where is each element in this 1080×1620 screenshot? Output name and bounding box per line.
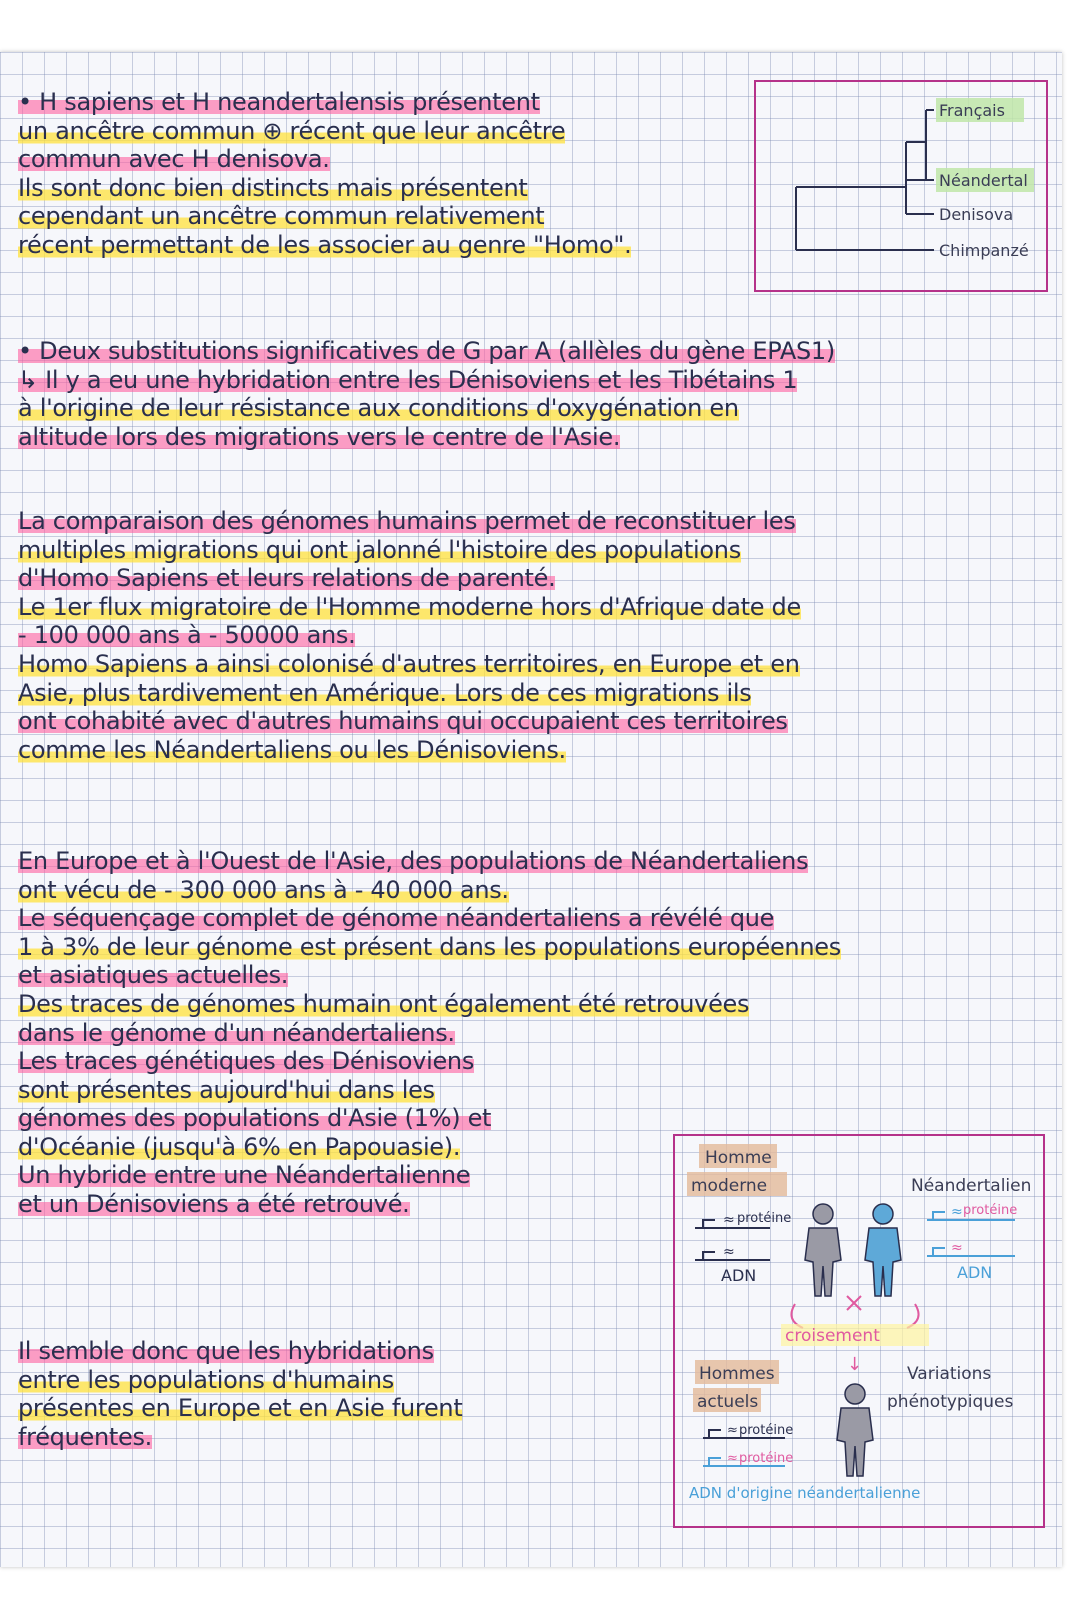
text-line: d'Océanie (jusqu'à 6% en Papouasie).	[18, 1132, 461, 1161]
text-line: multiples migrations qui ont jalonné l'histoire des populations	[18, 535, 741, 564]
label-proteine-current: protéine	[739, 1423, 794, 1438]
text-line: fréquentes.	[18, 1422, 152, 1451]
label-variations: Variations	[907, 1364, 992, 1384]
tree-label-chimpanze: Chimpanzé	[939, 241, 1029, 260]
text-line: • H sapiens et H neandertalensis présentent	[18, 88, 540, 116]
label-hommes: Hommes	[699, 1364, 775, 1384]
approx-sign: ≈	[723, 1212, 735, 1228]
section-neandertal-genome	[18, 847, 1058, 1047]
label-actuels: actuels	[697, 1392, 759, 1412]
label-neandertalien: Néandertalien	[911, 1176, 1032, 1196]
text-line: cependant un ancêtre commun relativement	[18, 202, 545, 231]
label-proteine-current-neandertal: protéine	[739, 1451, 794, 1466]
approx-sign: ≈	[723, 1244, 735, 1260]
text-line: un ancêtre commun ⊕ récent que leur ancêtre	[18, 116, 566, 145]
text-line: Homo Sapiens a ainsi colonisé d'autres territoires, en Europe et en	[18, 649, 800, 678]
label-croisement: croisement	[785, 1326, 880, 1346]
text-line: altitude lors des migrations vers le centre de l'Asie.	[18, 422, 621, 451]
approx-sign: ≈	[951, 1204, 963, 1220]
text-line: Le séquençage complet de génome néandertaliens a révélé que	[18, 904, 775, 933]
text-line: et un Dénisoviens a été retrouvé.	[18, 1189, 410, 1218]
approx-sign: ≈	[951, 1240, 963, 1256]
text-line: Asie, plus tardivement en Amérique. Lors de ces migrations ils	[18, 678, 752, 707]
phylogenetic-tree	[756, 82, 1046, 290]
text-line: dans le génome d'un néandertaliens.	[18, 1018, 455, 1047]
text-line: récent permettant de les associer au genre "Homo".	[18, 230, 632, 259]
text-line: • Deux substitutions significatives de G par A (allèles du gène EPAS1)	[18, 337, 835, 365]
label-moderne: moderne	[691, 1176, 768, 1196]
tree-label-denisova: Denisova	[939, 205, 1014, 224]
text-line: - 100 000 ans à - 50000 ans.	[18, 621, 356, 650]
tree-label-neandertal: Néandertal	[939, 171, 1028, 190]
section-epas1-hybridation	[18, 337, 1058, 451]
text-line: Les traces génétiques des Dénisoviens	[18, 1047, 475, 1075]
text-line: ont vécu de - 300 000 ans à - 40 000 ans.	[18, 875, 509, 904]
label-proteine-neandertal: protéine	[963, 1203, 1018, 1218]
hybridation-diagram	[675, 1136, 1043, 1526]
cross-icon	[791, 1296, 918, 1328]
text-line: à l'origine de leur résistance aux conditions d'oxygénation en	[18, 394, 739, 423]
approx-sign: ≈	[727, 1451, 738, 1466]
text-line: génomes des populations d'Asie (1%) et	[18, 1104, 492, 1133]
neandertal-figure-icon	[865, 1204, 901, 1296]
text-line: ont cohabité avec d'autres humains qui occupaient ces territoires	[18, 707, 788, 736]
text-line: ↳ Il y a eu une hybridation entre les Dénisoviens et les Tibétains 1	[18, 365, 798, 394]
text-line: Un hybride entre une Néandertalienne	[18, 1161, 471, 1190]
section-denisova-traces	[18, 1047, 658, 1219]
text-line: et asiatiques actuelles.	[18, 961, 289, 990]
hybridation-diagram-box	[673, 1134, 1045, 1528]
section-conclusion	[18, 1337, 658, 1451]
approx-sign: ≈	[727, 1423, 738, 1438]
text-line: présentes en Europe et en Asie furent	[18, 1394, 463, 1423]
hybrid-figure-icon	[837, 1384, 873, 1476]
label-proteine-modern: protéine	[737, 1211, 792, 1226]
label-adn-modern: ADN	[721, 1266, 757, 1285]
text-line: 1 à 3% de leur génome est présent dans les populations européennes	[18, 932, 841, 961]
text-line: La comparaison des génomes humains permet de reconstituer les	[18, 507, 796, 535]
text-line: Le 1er flux migratoire de l'Homme moderne hors d'Afrique date de	[18, 592, 801, 621]
label-phenotypiques: phénotypiques	[887, 1392, 1014, 1412]
section-migrations	[18, 507, 1058, 764]
label-homme: Homme	[705, 1148, 772, 1168]
text-line: Ils sont donc bien distincts mais présentent	[18, 173, 528, 202]
text-line: Il semble donc que les hybridations	[18, 1337, 434, 1365]
text-line: commun avec H denisova.	[18, 145, 330, 174]
text-line: Des traces de génomes humain ont également été retrouvées	[18, 989, 750, 1018]
section-hominid-relations	[18, 88, 738, 260]
text-line: sont présentes aujourd'hui dans les	[18, 1075, 435, 1104]
tree-label-francais: Français	[939, 101, 1005, 120]
text-line: d'Homo Sapiens et leurs relations de parenté.	[18, 564, 556, 593]
label-adn-neandertal: ADN	[957, 1263, 993, 1282]
phylogenetic-tree-box	[754, 80, 1048, 292]
text-line: entre les populations d'humains	[18, 1365, 394, 1394]
notebook-page	[0, 52, 1062, 1567]
text-line: En Europe et à l'Ouest de l'Asie, des populations de Néandertaliens	[18, 847, 809, 875]
text-line: comme les Néandertaliens ou les Dénisoviens.	[18, 735, 566, 764]
label-adn-neandertalienne: ADN d'origine néandertalienne	[689, 1484, 921, 1502]
down-arrow-icon: ↓	[847, 1354, 863, 1375]
human-figure-icon	[805, 1204, 841, 1296]
